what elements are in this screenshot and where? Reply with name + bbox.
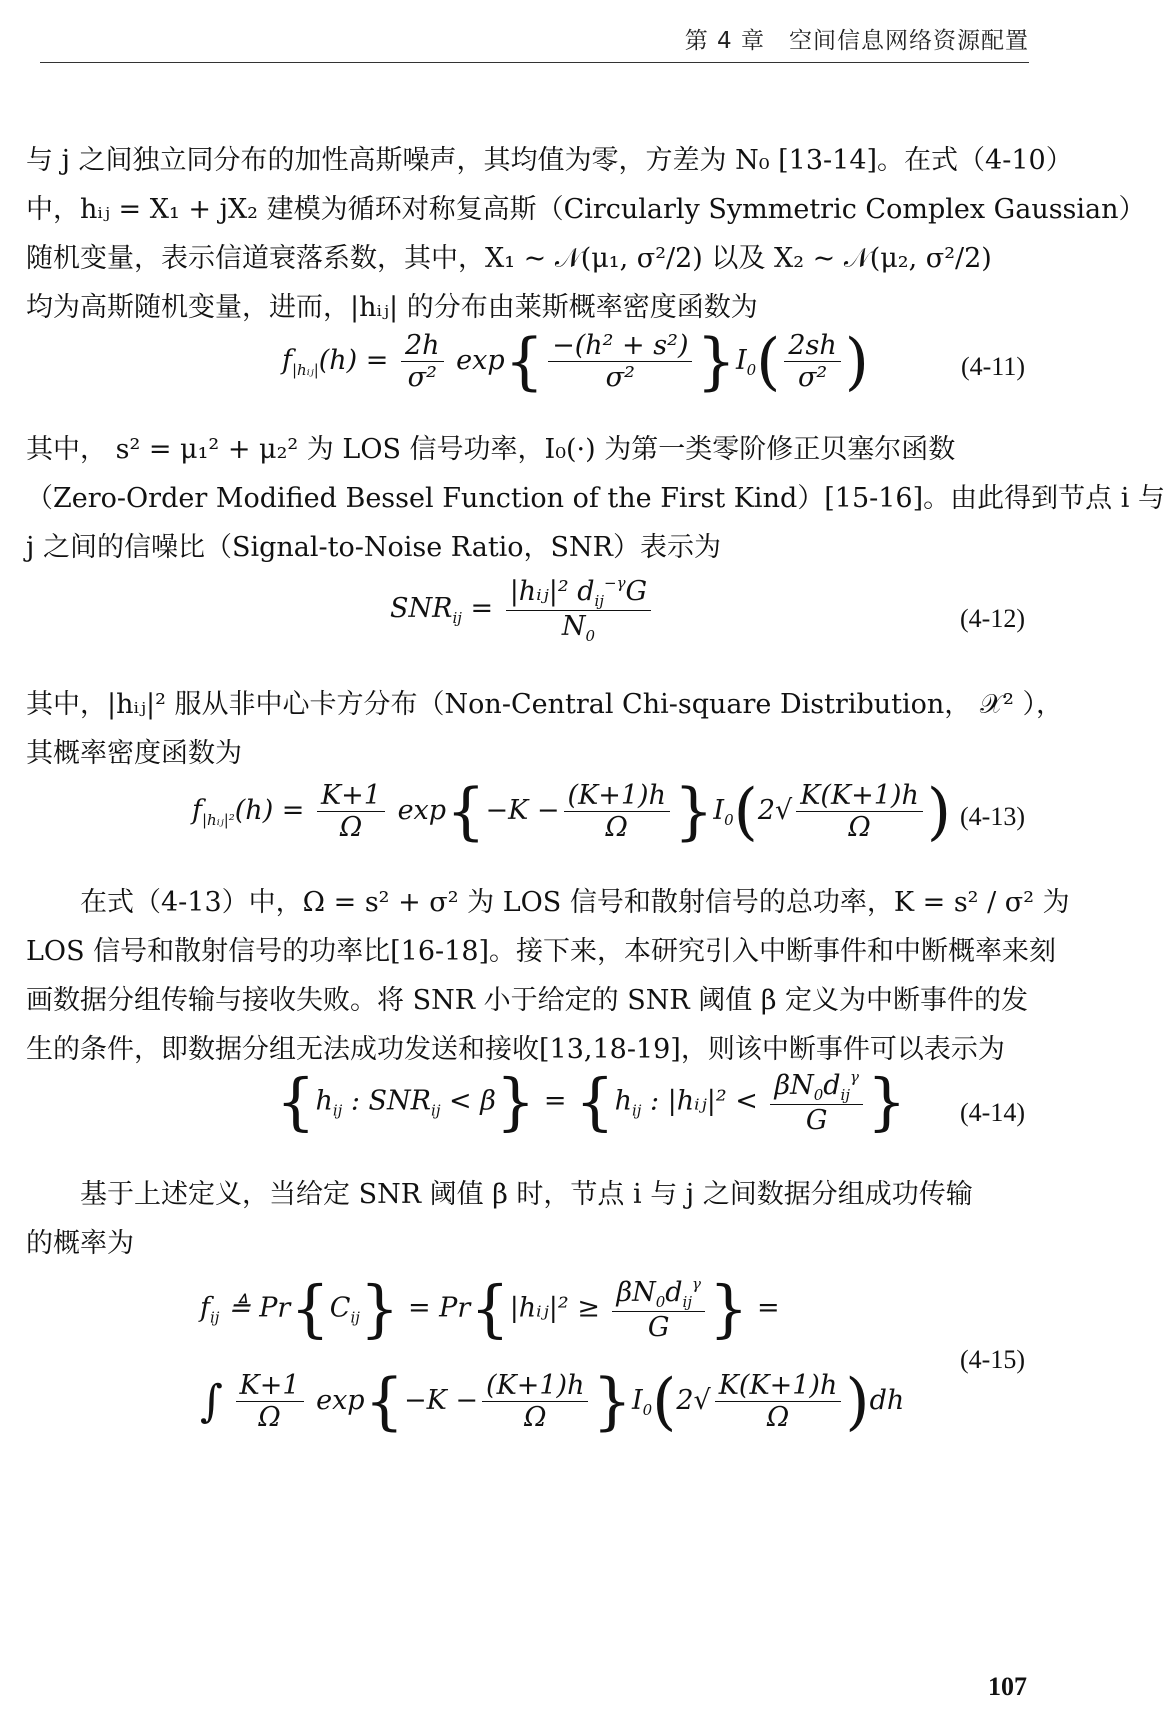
text-line: 其中，|hᵢⱼ|² 服从非中心卡方分布（Non-Central Chi-square Distribution， 𝒳² ）， xyxy=(26,689,1063,720)
text-line: LOS 信号和散射信号的功率比[16-18]。接下来，本研究引入中断事件和中断概率来刻 xyxy=(26,936,1057,967)
equation-4-11 xyxy=(0,324,1041,420)
text-line: 生的条件，即数据分组无法成功发送和接收[13,18-19]，则该中断事件可以表示为 xyxy=(26,1034,1005,1065)
text-line: （Zero-Order Modified Bessel Function of the First Kind）[15-16]。由此得到节点 i 与 xyxy=(26,483,1165,514)
equation-4-13 xyxy=(0,774,1041,870)
equation-4-14 xyxy=(0,1065,1041,1168)
equation-4-12 xyxy=(0,574,1041,674)
text-line: 的概率为 xyxy=(26,1228,134,1259)
equation-body: $f_{|hᵢⱼ|^2}(h)$ = $\frac{K+1}{\Omega}$ exp{−K − $\frac{(K+1)h}{\Omega}$ }$I_0(2√$ $\frac{K(K+1)h}{\Omega}$ ) xyxy=(192,774,952,848)
text-line: 随机变量，表示信道衰落系数，其中，X₁ ~ 𝒩(μ₁, σ²/2) 以及 X₂ ~ 𝒩(μ₂, σ²/2) xyxy=(26,243,992,274)
equation-body: $SNR_{ij}$ = $\frac{|hᵢⱼ|^2 d_{ij}^{-\gamma}G}{N_0}$ xyxy=(390,574,655,645)
text-line: 画数据分组传输与接收失败。将 SNR 小于给定的 SNR 阈值 β 定义为中断事件的发 xyxy=(26,985,1029,1016)
equation-number: (4-15) xyxy=(960,1345,1025,1374)
text-line: 均为高斯随机变量，进而，|hᵢⱼ| 的分布由莱斯概率密度函数为 xyxy=(26,292,758,323)
paragraph-4 xyxy=(26,878,1070,1074)
chapter-title: 第 4 章 空间信息网络资源配置 xyxy=(684,28,1029,54)
text-line: 在式（4-13）中，Ω = s² + σ² 为 LOS 信号和散射信号的总功率，K = s² / σ² 为 xyxy=(26,887,1070,918)
equation-line-2: ∫ $\frac{K+1}{\Omega}$ exp{−K − $\frac{(K+1)h}{\Omega}$ }$I_0(2√$ $\frac{K(K+1)h}{\Omega}$ )dh xyxy=(200,1364,905,1438)
running-header xyxy=(40,22,1029,63)
equation-number: (4-11) xyxy=(960,352,1025,381)
text-line: 基于上述定义，当给定 SNR 阈值 β 时，节点 i 与 j 之间数据分组成功传输 xyxy=(26,1179,973,1210)
equation-number: (4-13) xyxy=(960,802,1025,831)
page-number: 107 xyxy=(988,1672,1027,1701)
equation-number: (4-14) xyxy=(960,1098,1025,1127)
equation-body: $f_{|hᵢⱼ|}(h)$ = $\frac{2h}{\text{σ²}}$ exp{ $\frac{\text{−(h² + s²)}}{\text{σ²}}$ }$I_0$( $\frac{2sh}{\text{σ²}}$ ) xyxy=(282,324,869,398)
text-line: 其概率密度函数为 xyxy=(26,738,242,769)
paragraph-2 xyxy=(26,425,1165,572)
paragraph-5 xyxy=(26,1170,1032,1268)
text-line: 中，hᵢⱼ = X₁ + jX₂ 建模为循环对称复高斯（Circularly Symmetric Complex Gaussian） xyxy=(26,194,1146,225)
equation-4-15 xyxy=(0,1272,1041,1485)
equation-body: {$h_{ij}$ : $SNR_{ij} < \beta\} = \{h_{ij}$ : |hᵢⱼ|² < $\frac{\beta N_0d_{ij}^\gamma}{G}$ } xyxy=(276,1065,907,1138)
text-line: 与 j 之间独立同分布的加性高斯噪声，其均值为零，方差为 N₀ [13-14]。在式（4-10） xyxy=(26,145,1073,176)
paragraph-3 xyxy=(26,680,1063,778)
equation-number: (4-12) xyxy=(960,604,1025,633)
paragraph-1 xyxy=(26,136,1146,332)
equation-line-1: $f_{ij}$ ≜ $Pr\{C_{ij}\}$ = Pr{|hᵢⱼ|² ≥ $\frac{\beta N_0d_{ij}^\gamma}{G}$ } = xyxy=(200,1272,780,1345)
text-line: j 之间的信噪比（Signal-to-Noise Ratio，SNR）表示为 xyxy=(26,532,722,563)
text-line: 其中， s² = μ₁² + μ₂² 为 LOS 信号功率，I₀(·) 为第一类零阶修正贝塞尔函数 xyxy=(26,434,956,465)
